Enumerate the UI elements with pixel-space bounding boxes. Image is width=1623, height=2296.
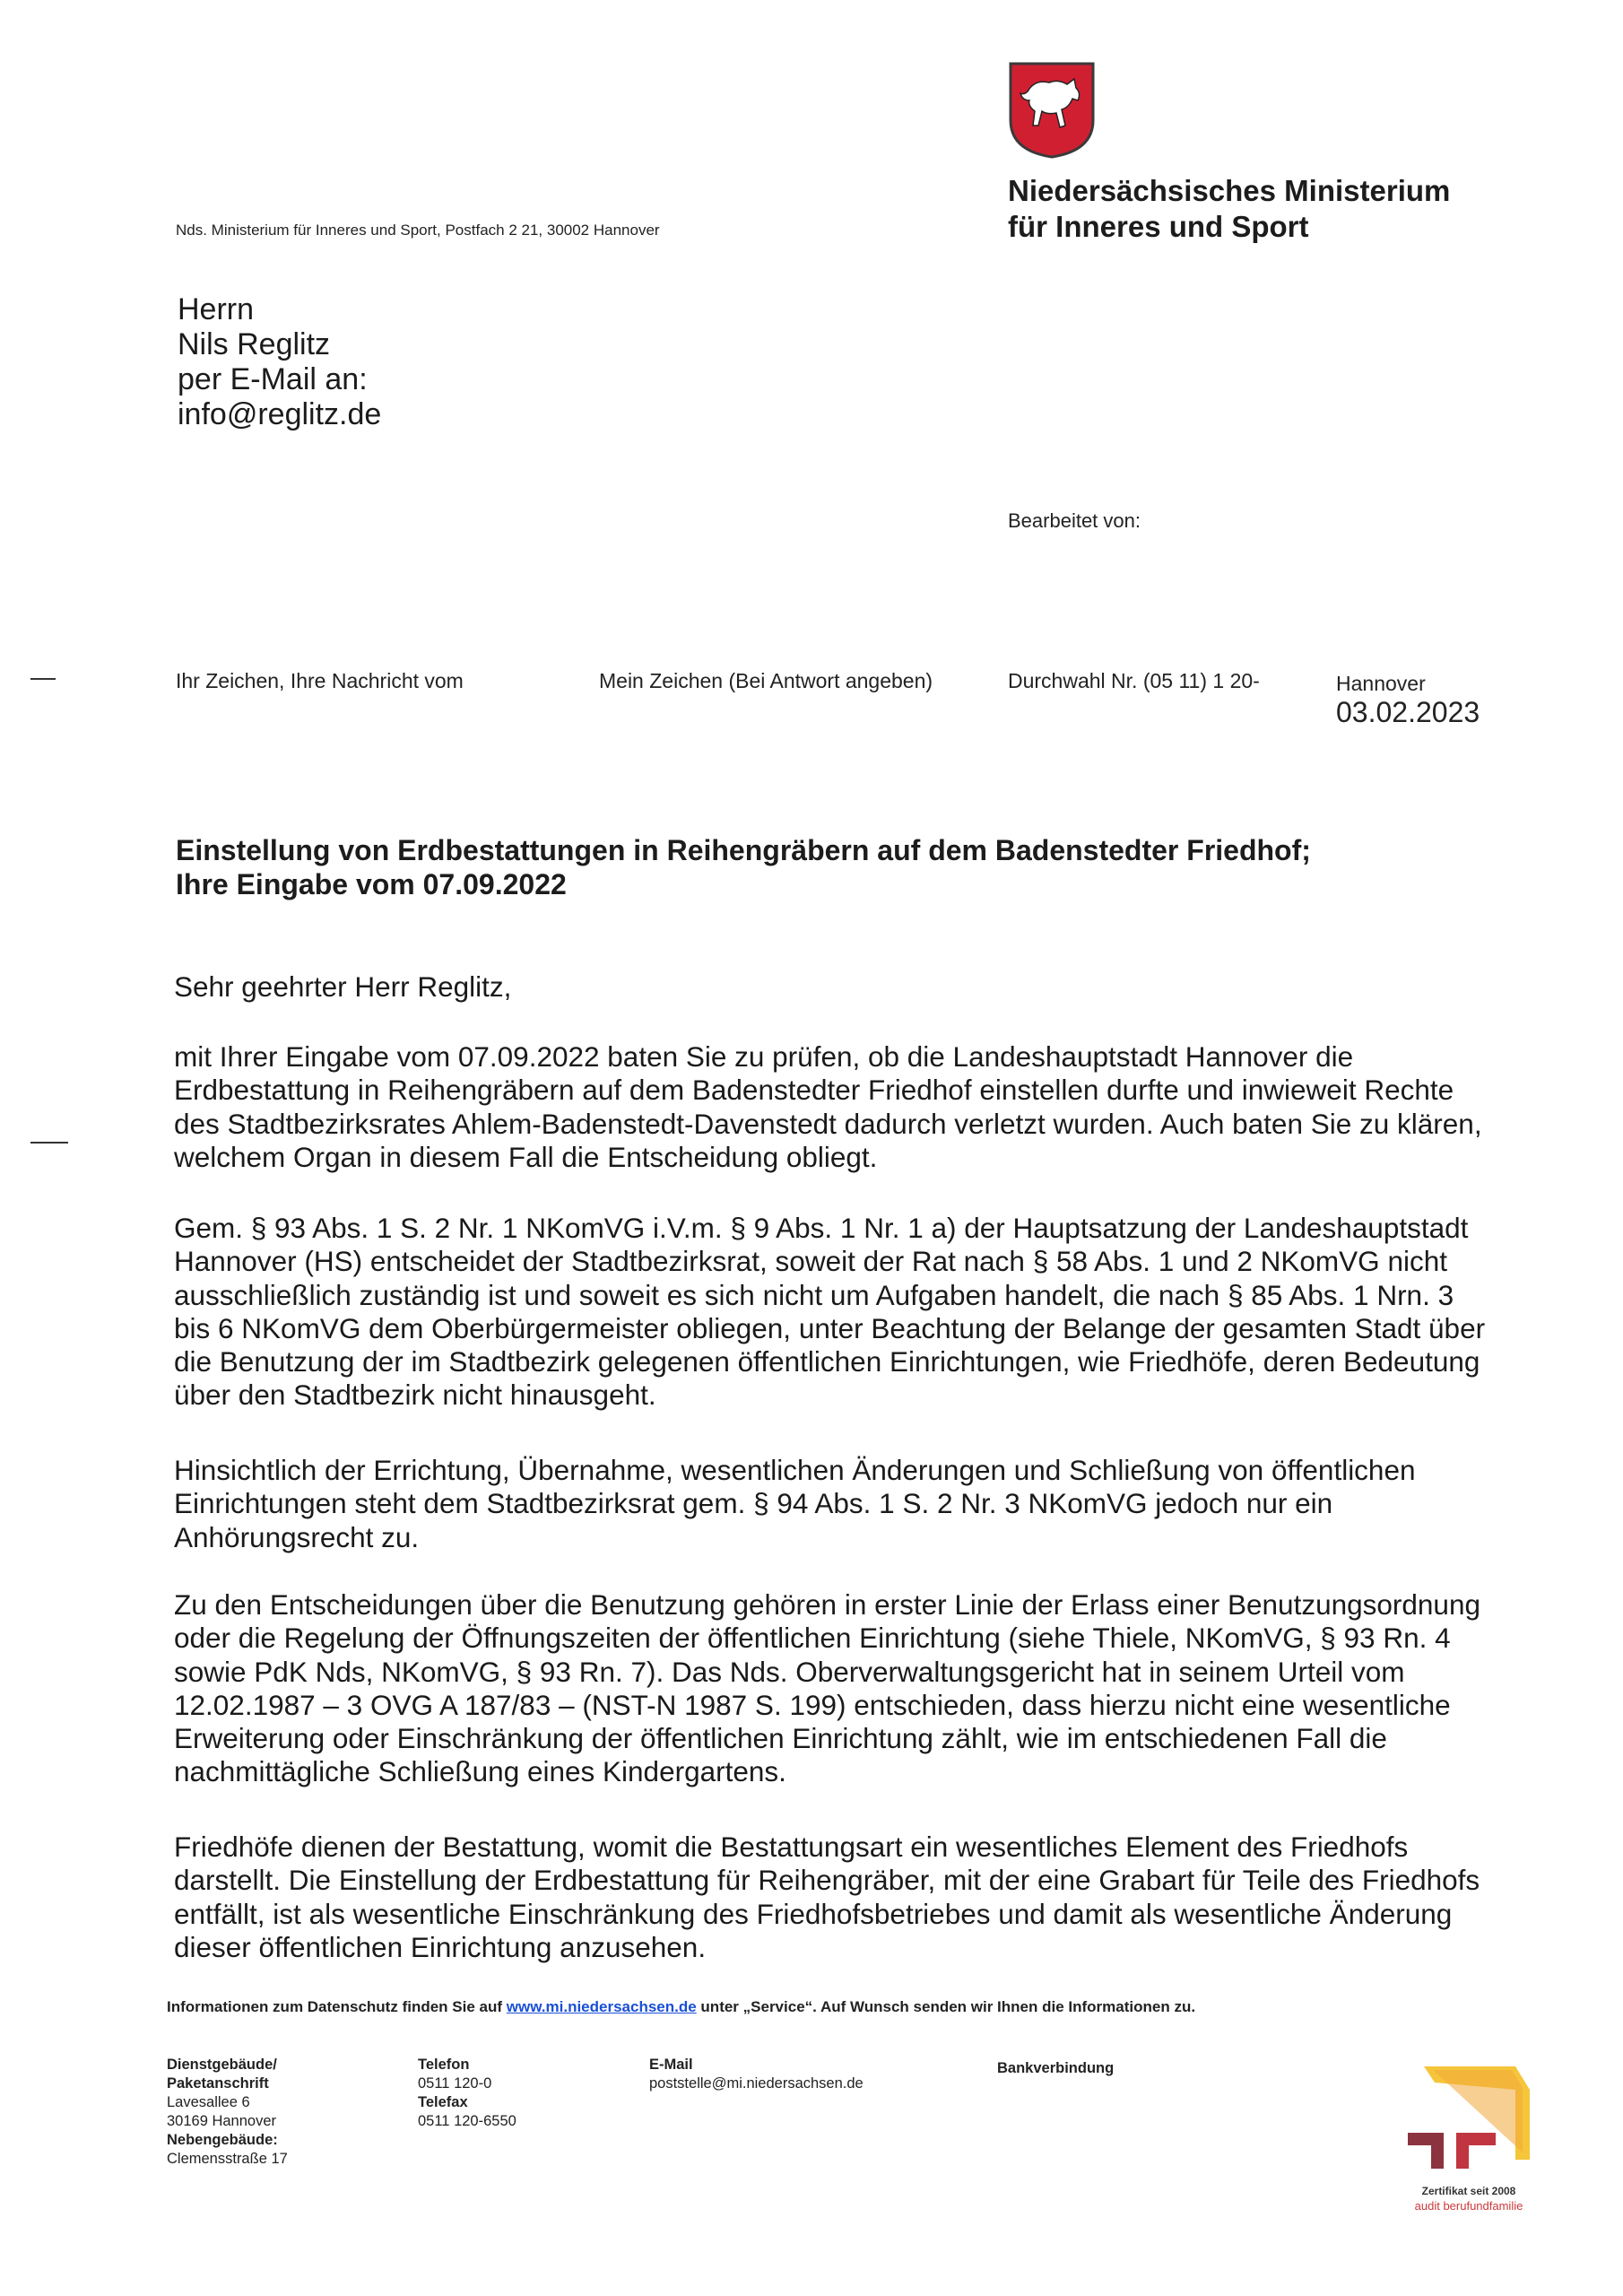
subject-line (176, 833, 1521, 901)
address-line-3: per E-Mail an: (178, 362, 368, 396)
address-line-2: Nils Reglitz (178, 327, 331, 361)
ihr-zeichen-label: Ihr Zeichen, Ihre Nachricht vom (176, 669, 464, 692)
paragraph-1: mit Ihrer Eingabe vom 07.09.2022 baten Sie zu prüfen, ob die Landeshauptstadt Hannover die Erdbestattung in Reihengräbern auf dem Badenstedter Friedhof einstellen durfte und inwieweit Rechte des Stadtbezirksrates Ahlem-Badenstedt-Davenstedt dadurch verletzt wurden. Auch baten Sie zu klären, welchem Organ in diesem Fall die Entscheidung obliegt. (174, 1040, 1482, 1173)
mein-zeichen-label: Mein Zeichen (Bei Antwort angeben) (599, 669, 933, 692)
salutation: Sehr geehrter Herr Reglitz, (174, 970, 512, 1003)
footer-bank (997, 2059, 1114, 2078)
footer-neben-street: Clemensstraße 17 (167, 2151, 288, 2167)
footer-telefon-label: Telefon (418, 2057, 470, 2073)
durchwahl-label: Durchwahl Nr. (05 11) 1 20- (1008, 669, 1260, 692)
paragraph-5: Friedhöfe dienen der Bestattung, womit die Bestattungsart ein wesentliches Element des Friedhofs darstellt. Die Einstellung der Erdbestattung für Reihengräber, mit der eine Grabart für Teile des Friedhofs entfällt, ist als wesentliche Einschränkung des Friedhofsbetriebes und damit als wesentliche Änderung dieser öffentlichen Einrichtung anzusehen. (174, 1831, 1480, 1963)
footer-telefon: 0511 120-0 (418, 2075, 492, 2092)
footer-email (649, 2056, 864, 2093)
privacy-text-after: unter „Service“. Auf Wunsch senden wir Ihnen die Informationen zu. (696, 1998, 1196, 2015)
footer-dienst-label-2: Paketanschrift (167, 2075, 269, 2092)
footer-telefax-label: Telefax (418, 2094, 468, 2110)
subject-line-1: Einstellung von Erdbestattungen in Reihengräbern auf dem Badenstedter Friedhof; (176, 834, 1311, 866)
paragraph-4: Zu den Entscheidungen über die Benutzung gehören in erster Linie der Erlass einer Benutzungsordnung oder die Regelung der Öffnungszeiten der öffentlichen Einrichtung (siehe Thiele, NKomVG, § 93 Rn. 4 sowie PdK Nds, NKomVG, § 93 Rn. 7). Das Nds. Oberverwaltungsgericht hat in seinem Urteil vom 12.02.1987 – 3 OVG A 187/83 – (NST-N 1987 S. 199) entschieden, dass hierzu nicht eine wesentliche Erweiterung oder Einschränkung der öffentlichen Einrichtung zählt, wie im entschiedenen Fall die nachmittägliche Schließung eines Kindergartens. (174, 1588, 1480, 1788)
lower-saxony-horse-crest-icon (1008, 61, 1096, 160)
ministry-line-1: Niedersächsisches Ministerium (1008, 174, 1451, 207)
address-email: info@reglitz.de (178, 397, 382, 431)
footer-address (167, 2056, 288, 2169)
fold-mark-middle (30, 1142, 68, 1144)
fold-mark-top (30, 678, 56, 680)
footer-dienst-street: Lavesallee 6 (167, 2094, 250, 2110)
footer-email-address[interactable]: poststelle@mi.niedersachsen.de (649, 2075, 864, 2092)
footer-dienst-label-1: Dienstgebäude/ (167, 2057, 277, 2073)
sender-line: Nds. Ministerium für Inneres und Sport, Postfach 2 21, 30002 Hannover (176, 222, 660, 239)
footer-neben-label: Nebengebäude: (167, 2132, 278, 2148)
ministry-name (1008, 173, 1450, 245)
letter-date: 03.02.2023 (1336, 696, 1480, 728)
footer-email-label: E-Mail (649, 2057, 693, 2073)
city-label: Hannover (1336, 672, 1426, 695)
footer-bank-label: Bankverbindung (997, 2060, 1115, 2076)
recipient-address (178, 292, 381, 432)
privacy-text-before: Informationen zum Datenschutz finden Sie auf (167, 1998, 507, 2015)
paragraph-3: Hinsichtlich der Errichtung, Übernahme, wesentlichen Änderungen und Schließung von öffentlichen Einrichtungen steht dem Stadtbezirksrat gem. § 94 Abs. 1 S. 2 Nr. 3 NKomVG jedoch nur ein Anhörungsrecht zu. (174, 1454, 1416, 1553)
bearbeitet-von-label: Bearbeitet von: (1008, 509, 1141, 532)
footer-telefax: 0511 120-6550 (418, 2113, 516, 2129)
subject-line-2: Ihre Eingabe vom 07.09.2022 (176, 868, 567, 900)
privacy-notice (167, 1998, 1195, 2016)
privacy-link[interactable]: www.mi.niedersachsen.de (506, 1998, 697, 2015)
footer-phone (418, 2056, 516, 2131)
certificate-line-1: Zertifikat seit 2008 (1421, 2185, 1516, 2197)
ministry-line-2: für Inneres und Sport (1008, 210, 1309, 243)
footer-dienst-city: 30169 Hannover (167, 2113, 277, 2129)
certificate-line-2: audit berufundfamilie (1414, 2199, 1523, 2213)
address-line-1: Herrn (178, 292, 255, 326)
paragraph-2: Gem. § 93 Abs. 1 S. 2 Nr. 1 NKomVG i.V.m. § 9 Abs. 1 Nr. 1 a) der Hauptsatzung der Landeshauptstadt Hannover (HS) entscheidet der Stadtbezirksrat, soweit der Rat nach § 58 Abs. 1 und 2 NKomVG nicht ausschließlich zuständig ist und soweit es sich nicht um Aufgaben handelt, die nach § 85 Abs. 1 Nrn. 3 bis 6 NKomVG dem Oberbürgermeister obliegen, unter Beachtung der Belange der gesamten Stadt über die Benutzung der im Stadtbezirk gelegenen öffentlichen Einrichtungen, wie Friedhöfe, deren Bedeutung über den Stadtbezirk nicht hinausgeht. (174, 1212, 1486, 1412)
